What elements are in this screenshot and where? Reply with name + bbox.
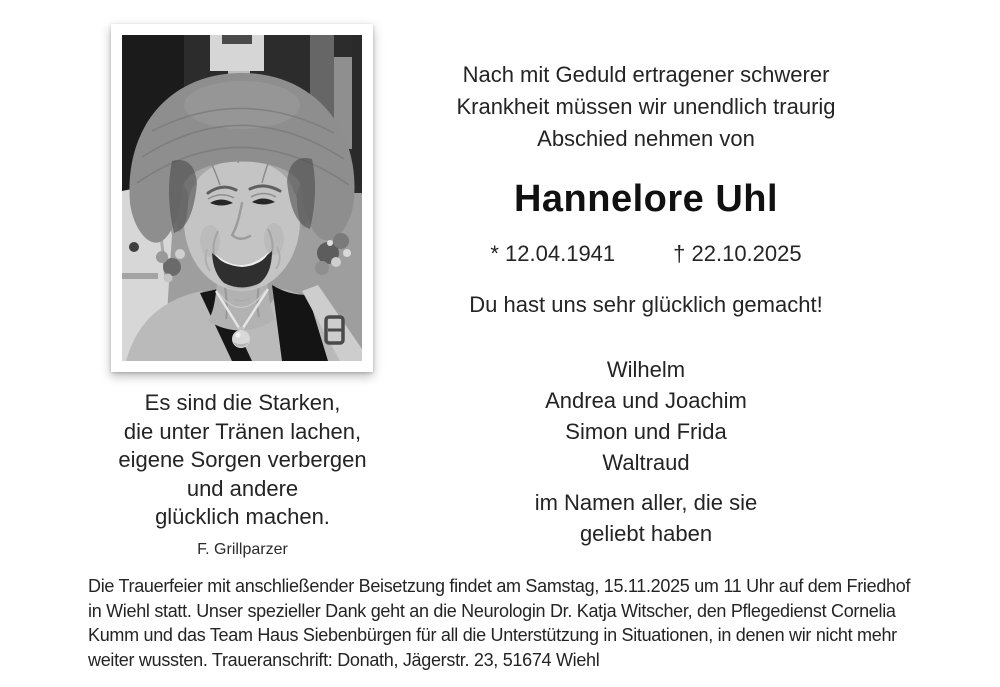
funeral-info-line: Kumm und das Team Haus Siebenbürgen für all die Unterstützung in Situationen, in denen wir nicht mehr (88, 625, 897, 645)
poem-line: Es sind die Starken, (144, 390, 341, 415)
announcement-text (420, 59, 872, 155)
announcement-line: Krankheit müssen wir unendlich traurig (456, 94, 836, 119)
closing-line: im Namen aller, die sie (534, 490, 758, 515)
birth-date: * 12.04.1941 (490, 241, 616, 266)
mourners-closing (420, 487, 872, 549)
memorial-poem (55, 389, 430, 564)
mourner-name: Andrea und Joachim (545, 388, 747, 413)
photo-frame (111, 24, 373, 372)
poem-line: die unter Tränen lachen, (123, 418, 362, 444)
mourners-list (420, 354, 872, 478)
funeral-info-line: Die Trauerfeier mit anschließender Beisetzung findet am Samstag, 15.11.2025 um 11 Uhr auf dem Friedhof (88, 576, 911, 596)
closing-line: geliebt haben (579, 521, 713, 546)
announcement-line: Abschied nehmen von (537, 126, 755, 151)
poem-line: eigene Sorgen verbergen (118, 447, 367, 472)
mourner-name: Wilhelm (606, 357, 686, 382)
mourner-name: Simon und Frida (565, 419, 727, 444)
life-dates (420, 241, 872, 267)
deceased-name: Hannelore Uhl (513, 178, 779, 220)
poem-line: und andere (186, 475, 299, 501)
funeral-information (88, 574, 910, 672)
funeral-info-line: weiter wussten. Traueranschrift: Donath, Jägerstr. 23, 51674 Wiehl (88, 649, 600, 670)
poem-attribution: F. Grillparzer (197, 540, 288, 558)
mourner-name: Waltraud (602, 450, 690, 475)
funeral-info-line: in Wiehl statt. Unser spezieller Dank geht an die Neurologin Dr. Katja Witscher, den Pflegedienst Cornelia (88, 600, 896, 621)
announcement-line: Nach mit Geduld ertragener schwerer (462, 62, 830, 87)
death-date: † 22.10.2025 (673, 241, 802, 266)
poem-line: glücklich machen. (155, 504, 330, 529)
deceased-portrait-photo (122, 35, 362, 361)
tribute-line: Du hast uns sehr glücklich gemacht! (469, 292, 823, 317)
